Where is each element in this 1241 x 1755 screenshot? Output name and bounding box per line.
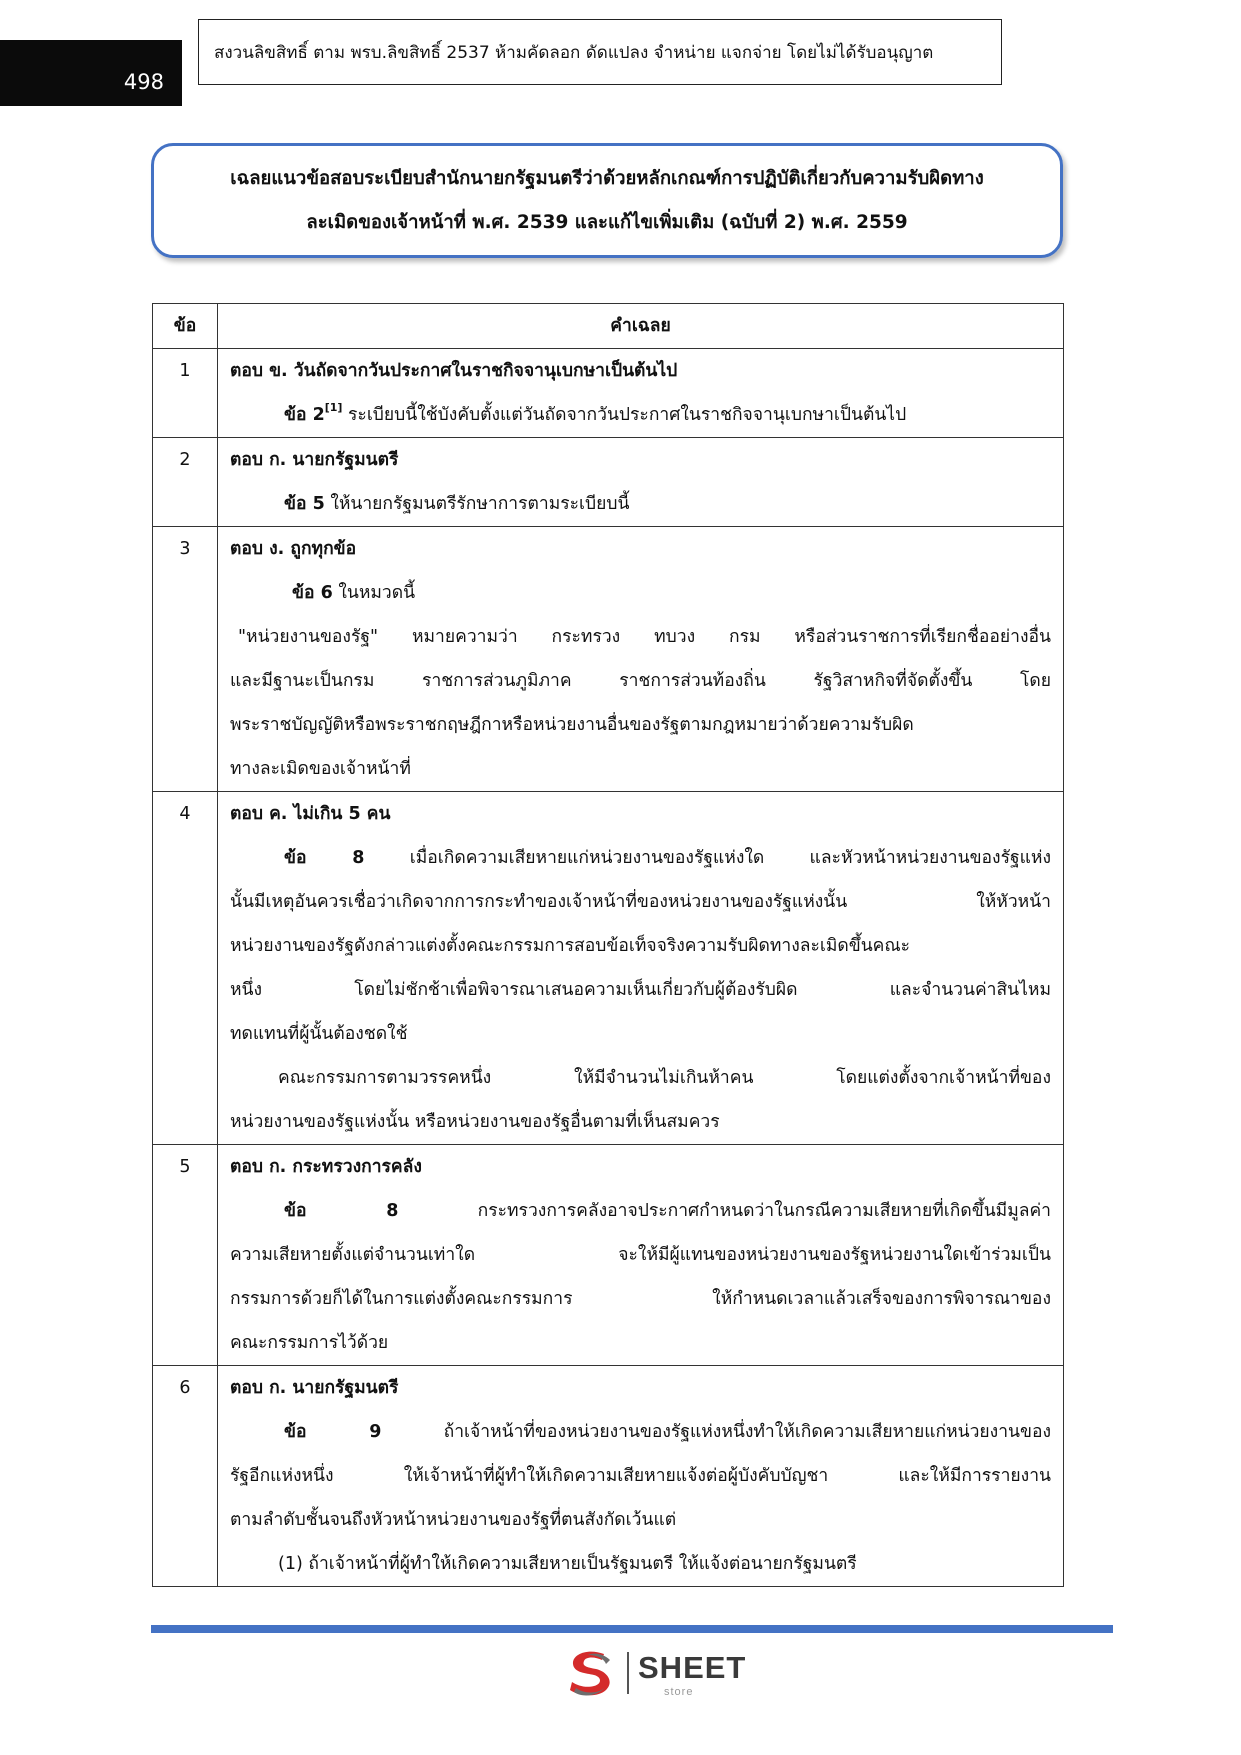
article-ref: ข้อ 5 — [284, 494, 325, 514]
article-text-line: ตามลำดับชั้นจนถึงหัวหน้าหน่วยงานของรัฐที่ตนสังกัดเว้นแต่ — [230, 1510, 677, 1530]
article-text-line: และมีฐานะเป็นกรม ราชการส่วนภูมิภาค ราชการส่วนท้องถิ่น รัฐวิสาหกิจที่จัดตั้งขึ้น โดย — [230, 671, 1051, 691]
article-text-line: ทางละเมิดของเจ้าหน้าที่ — [230, 759, 411, 779]
article-line — [230, 571, 1051, 615]
article-line — [230, 482, 1051, 526]
article-text-line: ทดแทนที่ผู้นั้นต้องชดใช้ — [230, 1024, 408, 1044]
page-number-box — [0, 40, 182, 106]
answer-choice: ตอบ ค. ไม่เกิน 5 คน — [230, 804, 391, 824]
article-text: ถ้าเจ้าหน้าที่ของหน่วยงานของรัฐแห่งหนึ่งทำให้เกิดความเสียหายแก่หน่วยงานของ — [381, 1422, 1051, 1442]
row-number: 4 — [153, 792, 218, 1145]
table-row — [153, 1145, 1064, 1366]
title-line-1: เฉลยแนวข้อสอบระเบียบสำนักนายกรัฐมนตรีว่าด้วยหลักเกณฑ์การปฏิบัติเกี่ยวกับความรับผิดทาง — [230, 167, 984, 189]
table-row — [153, 349, 1064, 438]
answer-choice: ตอบ ก. นายกรัฐมนตรี — [230, 1378, 399, 1398]
article-text-line: พระราชบัญญัติหรือพระราชกฤษฎีกาหรือหน่วยงานอื่นของรัฐตามกฎหมายว่าด้วยความรับผิด — [230, 715, 914, 735]
article-ref: ข้อ 6 — [292, 583, 333, 603]
answer-cell — [218, 1145, 1064, 1366]
article-text-line: "หน่วยงานของรัฐ" หมายความว่า กระทรวง ทบวง กรม หรือส่วนราชการที่เรียกชื่ออย่างอื่น — [238, 627, 1051, 647]
article-text-line: หน่วยงานของรัฐแห่งนั้น หรือหน่วยงานของรัฐอื่นตามที่เห็นสมควร — [230, 1112, 720, 1132]
article-text: กระทรวงการคลังอาจประกาศกำหนดว่าในกรณีความเสียหายที่เกิดขึ้นมีมูลค่า — [398, 1201, 1051, 1221]
paragraph-2-line: คณะกรรมการตามวรรคหนึ่ง ให้มีจำนวนไม่เกินห้าคน โดยแต่งตั้งจากเจ้าหน้าที่ของ — [278, 1068, 1051, 1088]
article-text-line: คณะกรรมการไว้ด้วย — [230, 1333, 389, 1353]
sheet-store-logo — [564, 1646, 747, 1702]
sheet-store-logo-icon — [564, 1646, 624, 1702]
row-number: 2 — [153, 438, 218, 527]
article-text: ระเบียบนี้ใช้บังคับตั้งแต่วันถัดจากวันประกาศในราชกิจจานุเบกษาเป็นต้นไป — [342, 405, 907, 425]
article-text: เมื่อเกิดความเสียหายแก่หน่วยงานของรัฐแห่งใด และหัวหน้าหน่วยงานของรัฐแห่ง — [364, 848, 1051, 868]
copyright-text: สงวนลิขสิทธิ์ ตาม พรบ.ลิขสิทธิ์ 2537 ห้ามคัดลอก ดัดแปลง จำหน่าย แจกจ่าย โดยไม่ได้รับอนุญาต — [214, 42, 934, 63]
row-number: 3 — [153, 527, 218, 792]
answer-choice: ตอบ ง. ถูกทุกข้อ — [230, 539, 357, 559]
table-row — [153, 1366, 1064, 1587]
paragraph-2-line: (1) ถ้าเจ้าหน้าที่ผู้ทำให้เกิดความเสียหายเป็นรัฐมนตรี ให้แจ้งต่อนายกรัฐมนตรี — [278, 1554, 857, 1574]
article-text-line: หน่วยงานของรัฐดังกล่าวแต่งตั้งคณะกรรมการสอบข้อเท็จจริงความรับผิดทางละเมิดขึ้นคณะ — [230, 936, 911, 956]
logo-divider — [627, 1652, 629, 1694]
column-header-answer: คำเฉลย — [218, 304, 1064, 349]
answer-cell — [218, 527, 1064, 792]
page-number: 498 — [123, 70, 164, 94]
answer-table — [152, 303, 1064, 1587]
answer-choice: ตอบ ก. นายกรัฐมนตรี — [230, 450, 399, 470]
article-line — [230, 836, 1051, 880]
logo-subtext: store — [664, 1686, 694, 1698]
article-line — [230, 1189, 1051, 1233]
article-line — [230, 1410, 1051, 1454]
table-header-row — [153, 304, 1064, 349]
table-row — [153, 527, 1064, 792]
article-text-line: หนึ่ง โดยไม่ชักช้าเพื่อพิจารณาเสนอความเห็นเกี่ยวกับผู้ต้องรับผิด และจำนวนค่าสินไหม — [230, 980, 1051, 1000]
table-row — [153, 792, 1064, 1145]
document-title — [151, 143, 1063, 258]
article-ref: ข้อ 8 — [284, 1201, 399, 1221]
copyright-notice — [198, 19, 1002, 85]
article-text-line: กรรมการด้วยก็ได้ในการแต่งตั้งคณะกรรมการ ให้กำหนดเวลาแล้วเสร็จของการพิจารณาของ — [230, 1289, 1051, 1309]
article-ref: ข้อ 8 — [284, 848, 365, 868]
answer-choice: ตอบ ก. กระทรวงการคลัง — [230, 1157, 422, 1177]
article-ref: ข้อ 9 — [284, 1422, 382, 1442]
row-number: 6 — [153, 1366, 218, 1587]
answer-cell — [218, 438, 1064, 527]
footer-divider — [151, 1625, 1113, 1633]
column-header-number: ข้อ — [153, 304, 218, 349]
logo-text: SHEET — [638, 1650, 747, 1685]
answer-choice: ตอบ ข. วันถัดจากวันประกาศในราชกิจจานุเบกษาเป็นต้นไป — [230, 361, 678, 381]
answer-cell — [218, 1366, 1064, 1587]
answer-cell — [218, 792, 1064, 1145]
table-row — [153, 438, 1064, 527]
footnote-ref: [1] — [324, 401, 343, 414]
row-number: 1 — [153, 349, 218, 438]
answer-cell — [218, 349, 1064, 438]
article-text-line: ความเสียหายตั้งแต่จำนวนเท่าใด จะให้มีผู้แทนของหน่วยงานของรัฐหน่วยงานใดเข้าร่วมเป็น — [230, 1245, 1051, 1265]
article-text: ให้นายกรัฐมนตรีรักษาการตามระเบียบนี้ — [324, 494, 630, 514]
title-line-2: ละเมิดของเจ้าหน้าที่ พ.ศ. 2539 และแก้ไขเพิ่มเติม (ฉบับที่ 2) พ.ศ. 2559 — [306, 211, 908, 233]
article-line — [230, 393, 1051, 437]
article-text-line: รัฐอีกแห่งหนึ่ง ให้เจ้าหน้าที่ผู้ทำให้เกิดความเสียหายแจ้งต่อผู้บังคับบัญชา และให้มีการรายงาน — [230, 1466, 1051, 1486]
article-ref: ข้อ 2 — [284, 405, 325, 425]
row-number: 5 — [153, 1145, 218, 1366]
article-text-line: นั้นมีเหตุอันควรเชื่อว่าเกิดจากการกระทำของเจ้าหน้าที่ของหน่วยงานของรัฐแห่งนั้น ให้หัวหน้า — [230, 892, 1051, 912]
article-text: ในหมวดนี้ — [332, 583, 416, 603]
